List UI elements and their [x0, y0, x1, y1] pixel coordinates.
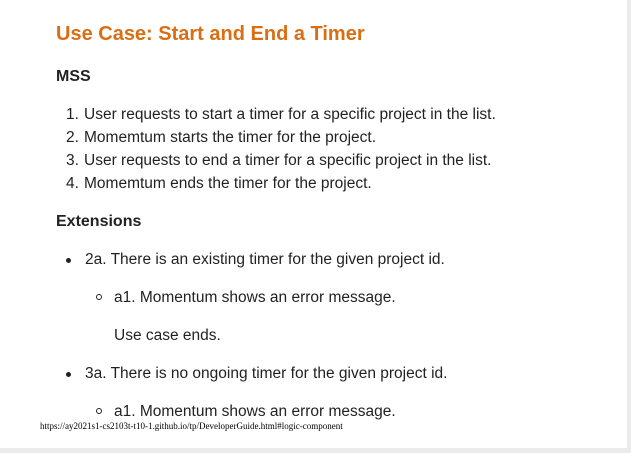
page-url-footer: https://ay2021s1-cs2103t-t10-1.github.io/tp/DeveloperGuide.html#logic-component — [40, 420, 347, 432]
extension-sub-item: a1. Momentum shows an error message. — [114, 289, 396, 306]
mss-step-number: 1. — [66, 106, 79, 123]
bullet-circle — [96, 408, 102, 414]
mss-step — [66, 150, 491, 172]
extensions-heading: Extensions — [56, 213, 142, 230]
page-title: Use Case: Start and End a Timer — [56, 23, 365, 45]
bullet-circle — [96, 294, 102, 300]
mss-step-text: Momemtum starts the timer for the project. — [84, 129, 377, 146]
mss-heading: MSS — [56, 68, 91, 85]
mss-step — [66, 104, 496, 126]
bullet-disc — [66, 258, 71, 263]
mss-step — [66, 173, 372, 195]
mss-step — [66, 127, 376, 149]
extension-item: 3a. There is no ongoing timer for the given project id. — [85, 365, 448, 382]
mss-step-number: 3. — [66, 152, 79, 169]
mss-step-number: 4. — [66, 175, 79, 192]
mss-step-number: 2. — [66, 129, 79, 146]
extension-item: 2a. There is an existing timer for the given project id. — [85, 251, 445, 268]
page-edge — [627, 0, 631, 453]
extension-sub-item: a1. Momentum shows an error message. — [114, 403, 396, 420]
use-case-ends-text: Use case ends. — [114, 327, 221, 344]
mss-step-text: User requests to start a timer for a specific project in the list. — [84, 106, 496, 123]
mss-step-text: Momemtum ends the timer for the project. — [84, 175, 372, 192]
bullet-disc — [66, 372, 71, 377]
mss-step-text: User requests to end a timer for a specific project in the list. — [84, 152, 492, 169]
